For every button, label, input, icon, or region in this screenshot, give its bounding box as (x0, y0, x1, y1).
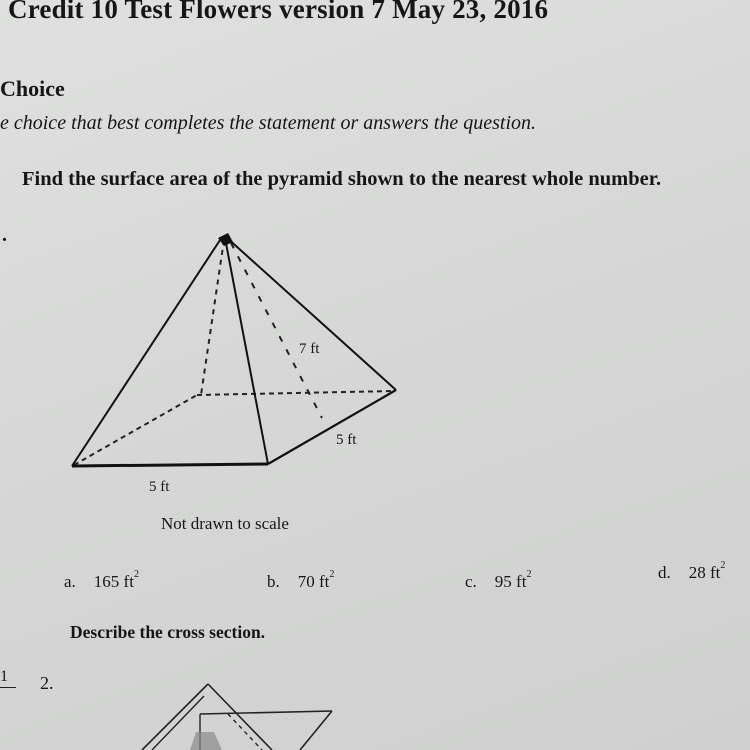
cross-section-figure (142, 684, 332, 750)
choice-letter: d. (658, 563, 671, 582)
section-instructions: e choice that best completes the statement or answers the question. (0, 112, 537, 134)
answer-blank[interactable] (0, 686, 16, 688)
left-lateral-edge (72, 237, 222, 466)
choice-value: 95 ft (494, 572, 527, 591)
hidden-edge-back-base (197, 391, 395, 395)
slant-height-dashed (231, 243, 322, 418)
question-2-prompt: Describe the cross section. (70, 622, 266, 642)
question-1-prompt: Find the surface area of the pyramid shown to the nearest whole number. (22, 168, 662, 190)
choice-exponent: 2 (526, 569, 532, 581)
hidden-edge-left-base (74, 395, 197, 465)
front-base-edge (72, 464, 268, 466)
choice-d[interactable] (658, 560, 726, 583)
right-side-label: 5 ft (336, 432, 357, 448)
question-1-number: . (2, 224, 7, 246)
choice-a[interactable] (64, 569, 139, 592)
section-title: Choice (0, 76, 65, 101)
q2-plane-top-edge (200, 711, 332, 714)
choice-value: 70 ft (297, 572, 330, 591)
q2-hidden-edge (228, 714, 262, 750)
choice-c[interactable] (465, 569, 532, 592)
q2-outer-right-edge (208, 684, 272, 750)
front-side-label: 5 ft (149, 479, 170, 495)
q2-shaded-region (190, 732, 222, 750)
test-header: Credit 10 Test Flowers version 7 May 23, 2016 (8, 0, 549, 24)
answer-mark: 1 (0, 668, 8, 685)
choice-exponent: 2 (133, 569, 139, 581)
choice-exponent: 2 (329, 569, 335, 581)
choice-letter: c. (465, 572, 477, 591)
right-lateral-edge (226, 237, 396, 390)
diagram-caption: Not drawn to scale (161, 514, 289, 533)
choice-letter: b. (267, 572, 280, 591)
q2-plane-right-edge (300, 711, 332, 750)
choice-letter: a. (64, 572, 76, 591)
choice-value: 28 ft (688, 563, 721, 582)
question-2-number: 2. (40, 673, 54, 693)
choice-b[interactable] (267, 569, 335, 592)
choice-exponent: 2 (720, 560, 726, 572)
choice-value: 165 ft (93, 572, 134, 591)
slant-height-label: 7 ft (299, 341, 320, 357)
right-base-edge (268, 390, 396, 464)
